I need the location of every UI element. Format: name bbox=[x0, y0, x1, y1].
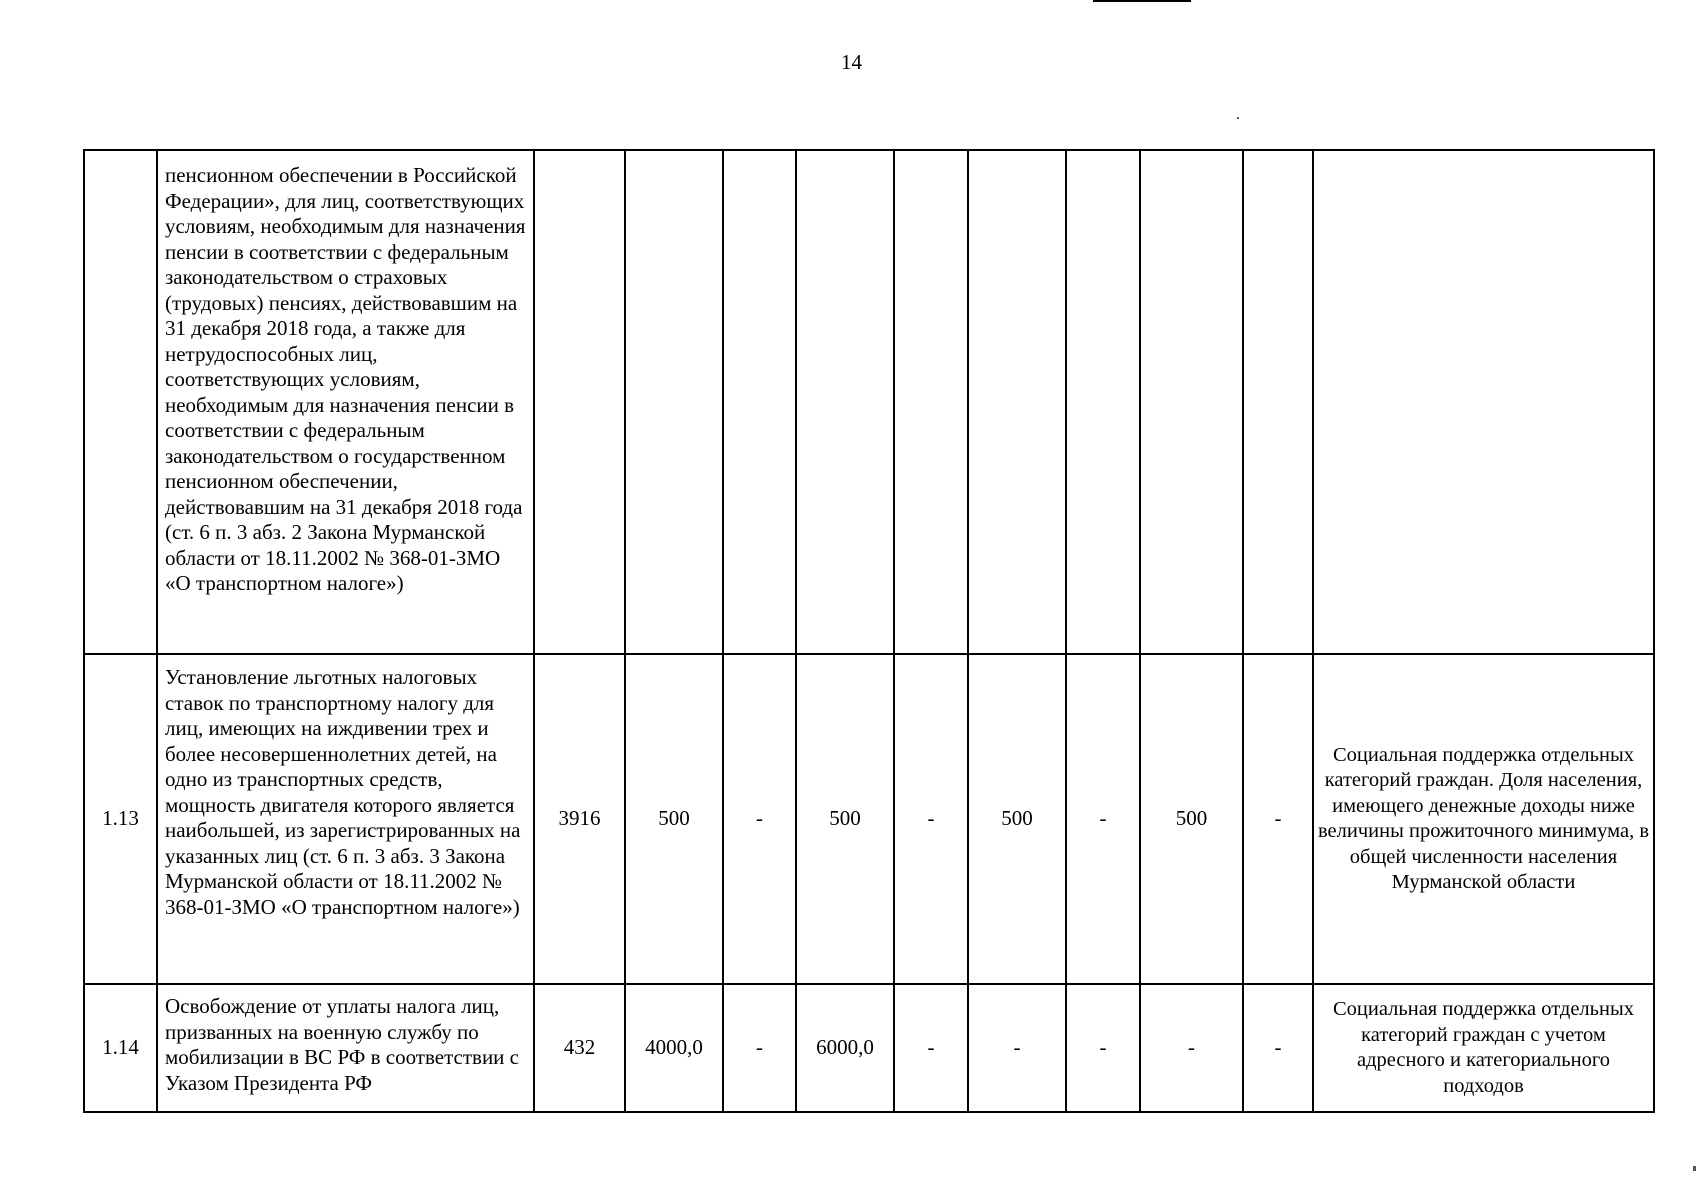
scan-speck bbox=[1693, 1166, 1696, 1171]
goal-description bbox=[1313, 150, 1654, 654]
value-cell: 500 bbox=[968, 654, 1066, 984]
goal-description: Социальная поддержка отдельных категорий граждан с учетом адресного и категориального подходов bbox=[1313, 984, 1654, 1112]
value-cell bbox=[894, 150, 968, 654]
value-cell: 500 bbox=[625, 654, 723, 984]
value-cell: - bbox=[968, 984, 1066, 1112]
value-cell: 500 bbox=[796, 654, 894, 984]
value-cell: 500 bbox=[1140, 654, 1243, 984]
value-cell: - bbox=[1066, 654, 1140, 984]
table-row bbox=[84, 150, 1654, 654]
value-cell: - bbox=[894, 654, 968, 984]
value-cell: - bbox=[1140, 984, 1243, 1112]
value-cell bbox=[1243, 150, 1313, 654]
value-cell: 4000,0 bbox=[625, 984, 723, 1112]
row-number: 1.14 bbox=[84, 984, 157, 1112]
value-cell bbox=[625, 150, 723, 654]
value-cell: - bbox=[894, 984, 968, 1112]
scan-speck bbox=[1237, 117, 1239, 119]
benefit-description: Установление льготных налоговых ставок по транспортному налогу для лиц, имеющих на иждивении трех и более несовершеннолетних детей, на одно из транспортных средств, мощность двигателя которого является наибольшей, из зарегистрированных на указанных лиц (ст. 6 п. 3 абз. 3 Закона Мурманской области от 18.11.2002 № 368-01-ЗМО «О транспортном налоге») bbox=[157, 654, 534, 984]
value-cell: - bbox=[1243, 984, 1313, 1112]
row-number: 1.13 bbox=[84, 654, 157, 984]
value-cell: 6000,0 bbox=[796, 984, 894, 1112]
row-number bbox=[84, 150, 157, 654]
value-cell: - bbox=[1243, 654, 1313, 984]
value-cell bbox=[723, 150, 796, 654]
value-cell: - bbox=[1066, 984, 1140, 1112]
value-cell bbox=[1140, 150, 1243, 654]
benefit-description: пенсионном обеспечении в Российской Федерации», для лиц, соответствующих условиям, необходимым для назначения пенсии в соответствии с федеральным законодательством о страховых (трудовых) пенсиях, действовавшим на 31 декабря 2018 года, а также для нетрудоспособных лиц, соответствующих условиям, необходимым для назначения пенсии в соответствии с федеральным законодательством о государственном пенсионном обеспечении, действовавшим на 31 декабря 2018 года (ст. 6 п. 3 абз. 2 Закона Мурманской области от 18.11.2002 № 368-01-ЗМО «О транспортном налоге») bbox=[157, 150, 534, 654]
value-cell bbox=[534, 150, 625, 654]
value-cell bbox=[796, 150, 894, 654]
value-cell: - bbox=[723, 654, 796, 984]
table-row bbox=[84, 984, 1654, 1112]
value-cell: - bbox=[723, 984, 796, 1112]
top-edge-mark bbox=[1093, 0, 1191, 2]
benefit-description: Освобождение от уплаты налога лиц, призванных на военную службу по мобилизации в ВС РФ в соответствии с Указом Президента РФ bbox=[157, 984, 534, 1112]
goal-description: Социальная поддержка отдельных категорий граждан. Доля населения, имеющего денежные доходы ниже величины прожиточного минимума, в общей численности населения Мурманской области bbox=[1313, 654, 1654, 984]
value-cell: 3916 bbox=[534, 654, 625, 984]
value-cell bbox=[968, 150, 1066, 654]
table-row bbox=[84, 654, 1654, 984]
page-number: 14 bbox=[841, 50, 862, 74]
tax-benefits-table bbox=[83, 149, 1655, 1113]
value-cell: 432 bbox=[534, 984, 625, 1112]
value-cell bbox=[1066, 150, 1140, 654]
